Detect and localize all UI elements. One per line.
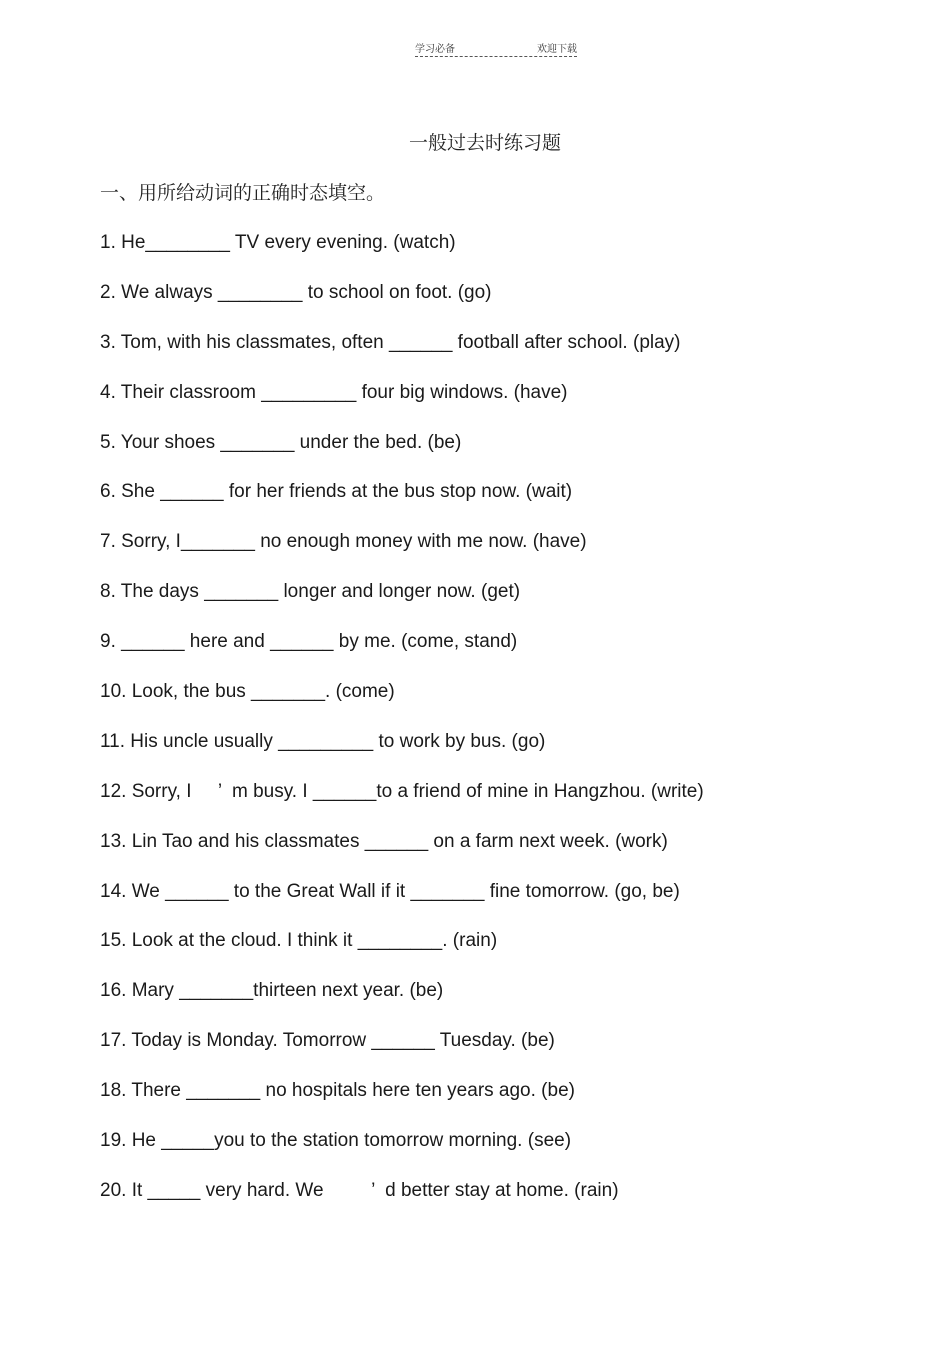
page-header: [415, 40, 577, 57]
header-left-text: 学习必备: [415, 44, 455, 55]
question-18: 18. There _______ no hospitals here ten years ago. (be): [100, 1080, 575, 1102]
document-title: 一般过去时练习题: [408, 132, 561, 154]
question-7: 7. Sorry, I_______ no enough money with me now. (have): [100, 531, 587, 553]
question-17: 17. Today is Monday. Tomorrow ______ Tuesday. (be): [100, 1030, 555, 1052]
question-14: 14. We ______ to the Great Wall if it _______ fine tomorrow. (go, be): [100, 880, 680, 902]
question-1: 1. He________ TV every evening. (watch): [100, 232, 456, 253]
question-6: 6. She ______ for her friends at the bus stop now. (wait): [100, 481, 573, 503]
question-10: 10. Look, the bus _______. (come): [100, 681, 395, 703]
header-right-text: 欢迎下载: [537, 44, 577, 55]
question-19: 19. He _____you to the station tomorrow morning. (see): [100, 1130, 572, 1152]
question-9: 9. ______ here and ______ by me. (come, stand): [100, 631, 518, 653]
question-3: 3. Tom, with his classmates, often ______ football after school. (play): [100, 331, 681, 353]
question-11: 11. His uncle usually _________ to work by bus. (go): [100, 730, 546, 752]
question-8: 8. The days _______ longer and longer now. (get): [100, 581, 521, 603]
question-16: 16. Mary _______thirteen next year. (be): [100, 980, 444, 1002]
question-list: [100, 230, 704, 1228]
question-12: 12. Sorry, I ’ m busy. I ______to a friend of mine in Hangzhou. (write): [100, 780, 704, 802]
question-5: 5. Your shoes _______ under the bed. (be): [100, 431, 462, 453]
question-20: 20. It _____ very hard. We ’ d better stay at home. (rain): [100, 1179, 619, 1201]
question-13: 13. Lin Tao and his classmates ______ on a farm next week. (work): [100, 830, 668, 852]
question-4: 4. Their classroom _________ four big windows. (have): [100, 381, 568, 403]
section-heading: 一、用所给动词的正确时态填空。: [100, 182, 386, 204]
question-15: 15. Look at the cloud. I think it ________. (rain): [100, 930, 498, 952]
question-2: 2. We always ________ to school on foot. (go): [100, 281, 492, 303]
